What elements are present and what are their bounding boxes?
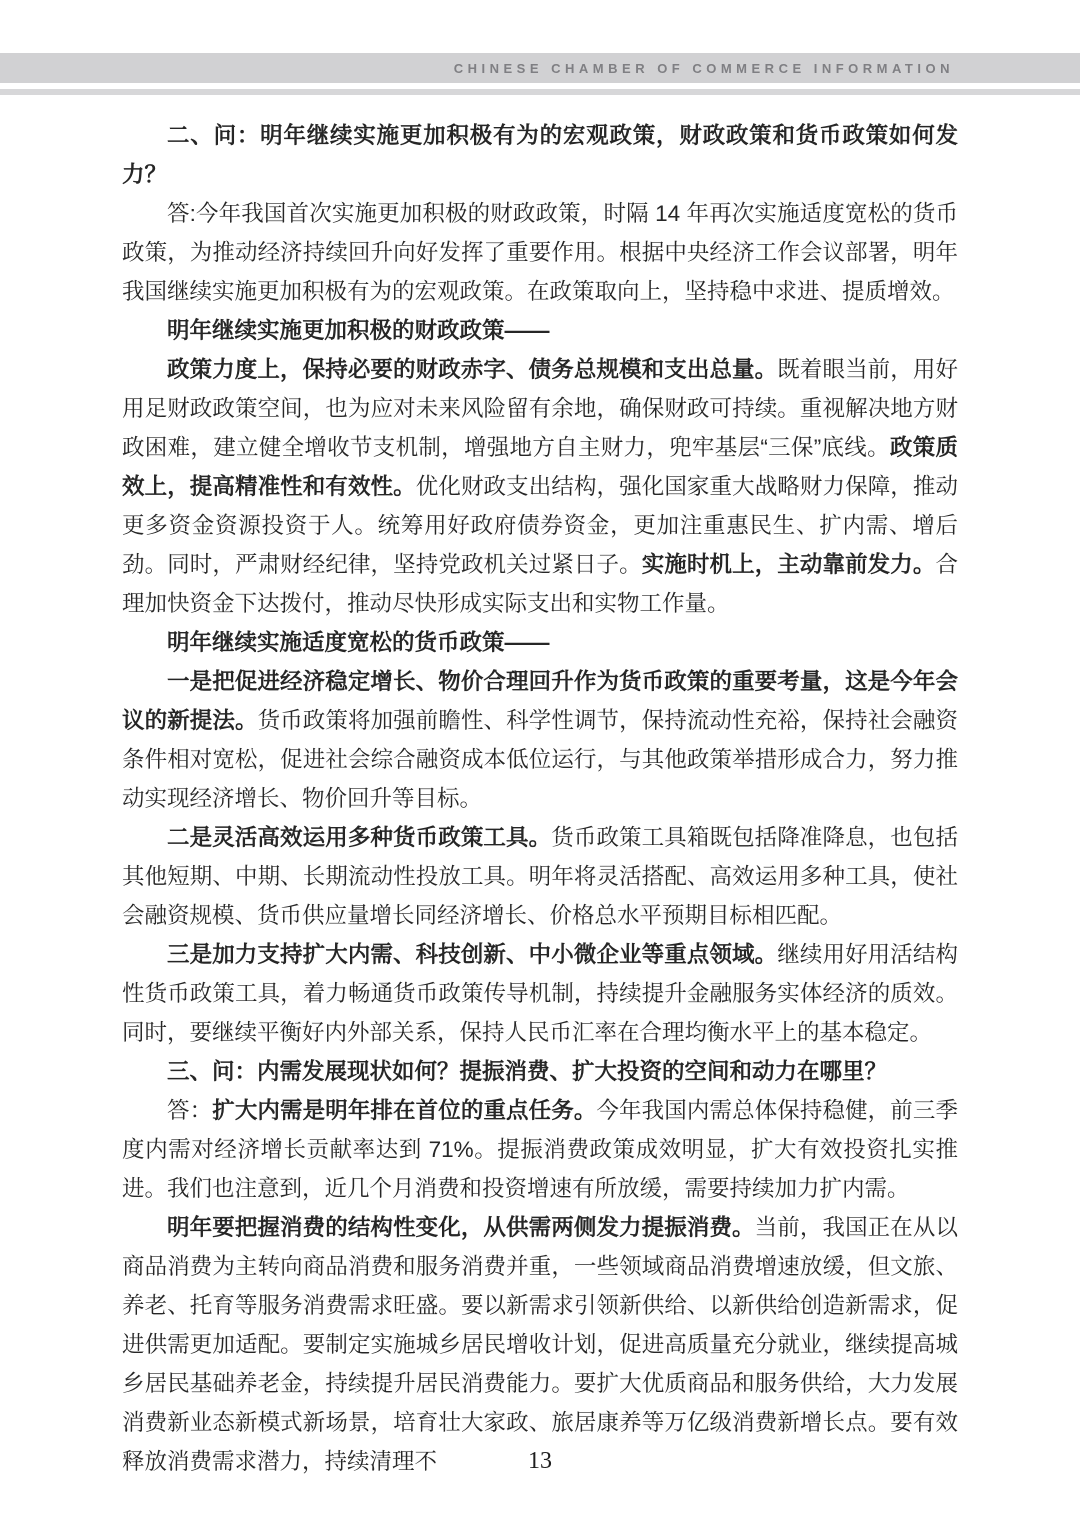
body-paragraph <box>122 350 958 623</box>
paragraph-text-segment: 当前，我国正在从以商品消费为主转向商品消费和服务消费并重，一些领域商品消费增速放缓，但文旅、养老、托育等服务消费需求旺盛。要以新需求引领新供给、以新供给创造新需求，促进供需更加适配。要制定实施城乡居民增收计划，促进高质量充分就业，继续提高城乡居民基础养老金，持续提升居民消费能力。要扩大优质商品和服务供给，大力发展消费新业态新模式新场景，培育壮大家政、旅居康养等万亿级消费新增长点。要有效释放消费需求潜力，持续清理不 <box>122 1215 958 1474</box>
body-paragraph <box>122 818 958 935</box>
paragraph-text-segment: 既着眼当前，用好用足财政政策空间，也为应对未来风险留有余地，确保财政可持续。重视解决地方财政困难，建立健全增收节支机制，增强地方自主财力，兜牢基层“三保”底线。 <box>122 357 958 460</box>
paragraph-bold-segment: 二、问：明年继续实施更加积极有为的宏观政策，财政政策和货币政策如何发力？ <box>122 123 958 187</box>
body-paragraph <box>122 311 958 350</box>
body-paragraph <box>122 1091 958 1208</box>
body-paragraph <box>122 623 958 662</box>
paragraph-bold-segment: 明年要把握消费的结构性变化，从供需两侧发力提振消费。 <box>167 1215 755 1240</box>
paragraph-bold-segment: 明年继续实施更加积极的财政政策—— <box>167 318 550 343</box>
body-paragraph <box>122 194 958 311</box>
paragraph-bold-segment: 三是加力支持扩大内需、科技创新、中小微企业等重点领域。 <box>167 942 778 967</box>
paragraph-text-segment: 货币政策工具箱既包括降准降息，也包括其他短期、中期、长期流动性投放工具。明年将灵活搭配、高效运用多种工具，使社会融资规模、货币供应量增长同经济增长、价格总水平预期目标相匹配。 <box>122 825 958 928</box>
header-banner-divider <box>0 89 1080 95</box>
paragraph-bold-segment: 实施时机上，主动靠前发力。 <box>641 552 936 577</box>
article-body <box>122 116 958 1481</box>
paragraph-bold-segment: 二是灵活高效运用多种货币政策工具。 <box>167 825 552 850</box>
paragraph-text-segment: 继续用好用活结构性货币政策工具，着力畅通货币政策传导机制，持续提升金融服务实体经济的质效。同时，要继续平衡好内外部关系，保持人民币汇率在合理均衡水平上的基本稳定。 <box>122 942 958 1045</box>
body-paragraph <box>122 935 958 1052</box>
paragraph-text-segment: 今年我国内需总体保持稳健，前三季度内需对经济增长贡献率达到 71%。提振消费政策成效明显，扩大有效投资扎实推进。我们也注意到，近几个月消费和投资增速有所放缓，需要持续加力扩内需。 <box>122 1098 958 1201</box>
header-banner <box>0 53 1080 83</box>
paragraph-bold-segment: 政策质效上，提高精准性和有效性。 <box>122 435 958 499</box>
header-banner-text: CHINESE CHAMBER OF COMMERCE INFORMATION <box>453 61 954 76</box>
body-paragraph <box>122 662 958 818</box>
body-paragraph <box>122 116 958 194</box>
paragraph-bold-segment: 扩大内需是明年排在首位的重点任务。 <box>212 1098 597 1123</box>
body-paragraph <box>122 1208 958 1481</box>
paragraph-bold-segment: 政策力度上，保持必要的财政赤字、债务总规模和支出总量。 <box>167 357 778 382</box>
page-number: 13 <box>528 1448 552 1474</box>
paragraph-bold-segment: 三、问：内需发展现状如何？提振消费、扩大投资的空间和动力在哪里？ <box>167 1059 888 1084</box>
paragraph-bold-segment: 明年继续实施适度宽松的货币政策—— <box>167 630 550 655</box>
paragraph-text-segment: 答： <box>167 1098 213 1123</box>
body-paragraph <box>122 1052 958 1091</box>
paragraph-text-segment: 优化财政支出结构，强化国家重大战略财力保障，推动更多资金资源投资于人。统筹用好政府债券资金，更加注重惠民生、扩内需、增后劲。同时，严肃财经纪律，坚持党政机关过紧日子。 <box>122 474 958 577</box>
paragraph-bold-segment: 一是把促进经济稳定增长、物价合理回升作为货币政策的重要考量，这是今年会议的新提法。 <box>122 669 958 733</box>
paragraph-text-segment: 货币政策将加强前瞻性、科学性调节，保持流动性充裕，保持社会融资条件相对宽松，促进社会综合融资成本低位运行，与其他政策举措形成合力，努力推动实现经济增长、物价回升等目标。 <box>122 708 958 811</box>
paragraph-text-segment: 合理加快资金下达拨付，推动尽快形成实际支出和实物工作量。 <box>122 552 958 616</box>
paragraph-text-segment: 答:今年我国首次实施更加积极的财政政策，时隔 14 年再次实施适度宽松的货币政策，为推动经济持续回升向好发挥了重要作用。根据中央经济工作会议部署，明年我国继续实施更加积极有为的宏观政策。在政策取向上，坚持稳中求进、提质增效。 <box>122 201 958 304</box>
